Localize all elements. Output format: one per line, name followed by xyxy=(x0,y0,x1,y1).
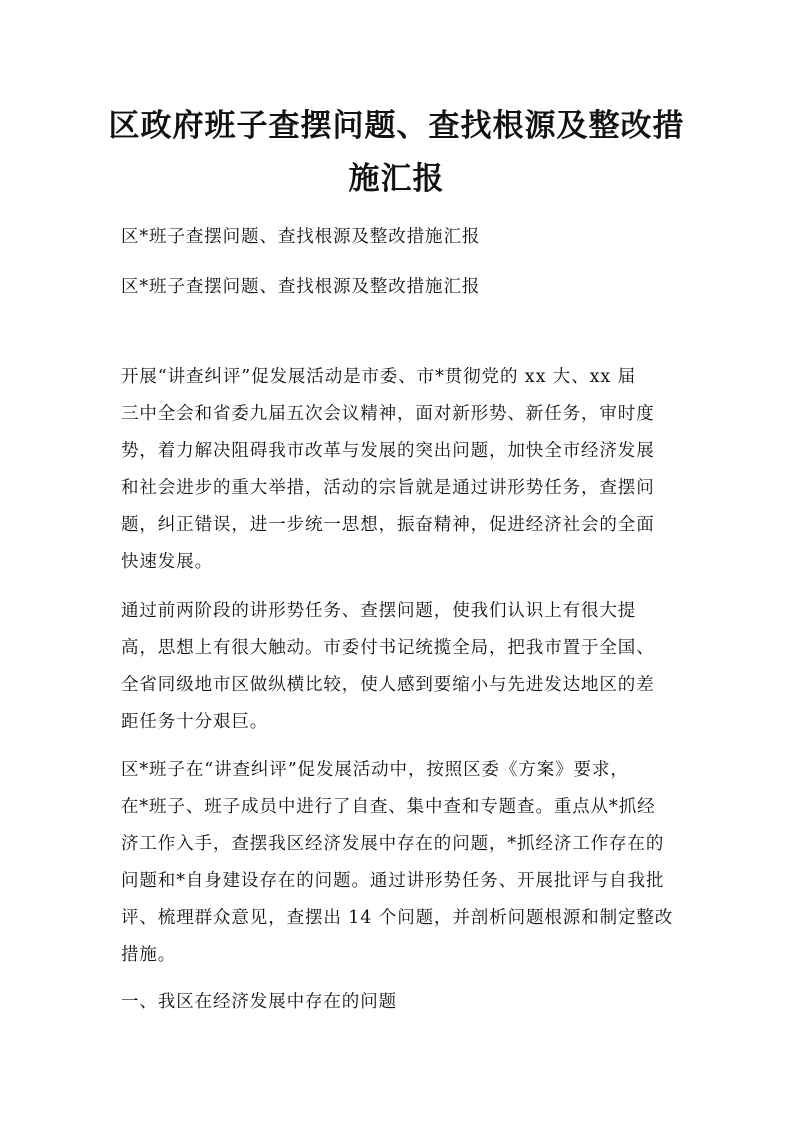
paragraph-2-line: 距任务十分艰巨。 xyxy=(121,712,269,732)
paragraph-2-line: 高，思想上有很大触动。市委付书记统揽全局，把我市置于全国、 xyxy=(121,638,655,658)
subtitle-line: 区*班子查摆问题、查找根源及整改措施汇报 xyxy=(121,227,481,247)
paragraph-3-line: 问题和*自身建设存在的问题。通过讲形势任务、开展批评与自我批 xyxy=(121,871,665,891)
paragraph-2-line: 通过前两阶段的讲形势任务、查摆问题，使我们认识上有很大提 xyxy=(121,601,637,621)
paragraph-1-line: 开展“讲查纠评”促发展活动是市委、市*贯彻党的 xx 大、xx 届 xyxy=(121,367,637,387)
paragraph-3-line: 区*班子在“讲查纠评”促发展活动中，按照区委《方案》要求， xyxy=(121,760,629,780)
paragraph-2-line: 全省同级地市区做纵横比较，使人感到要缩小与先进发达地区的差 xyxy=(121,675,655,695)
paragraph-1-line: 题，纠正错误，进一步统一思想，振奋精神，促进经济社会的全面 xyxy=(121,515,655,535)
document-title-line-1: 区政府班子查摆问题、查找根源及整改措 xyxy=(108,108,685,144)
paragraph-1-line: 三中全会和省委九届五次会议精神，面对新形势、新任务，审时度 xyxy=(121,404,655,424)
subtitle-line-repeat: 区*班子查摆问题、查找根源及整改措施汇报 xyxy=(121,277,481,297)
paragraph-3-line: 在*班子、班子成员中进行了自查、集中查和专题查。重点从*抓经 xyxy=(121,797,656,817)
paragraph-3-line: 济工作入手，查摆我区经济发展中存在的问题，*抓经济工作存在的 xyxy=(121,834,665,854)
paragraph-1-line: 和社会进步的重大举措，活动的宗旨就是通过讲形势任务，查摆问 xyxy=(121,478,655,498)
section-heading: 一、我区在经济发展中存在的问题 xyxy=(121,992,397,1012)
paragraph-1-line: 势，着力解决阻碍我市改革与发展的突出问题，加快全市经济发展 xyxy=(121,441,655,461)
paragraph-3-line: 评、梳理群众意见，查摆出 14 个问题，并剖析问题根源和制定整改 xyxy=(121,908,674,928)
document-title-line-2: 施汇报 xyxy=(348,161,445,197)
paragraph-3-line: 措施。 xyxy=(121,945,177,965)
paragraph-1-line: 快速发展。 xyxy=(121,552,213,572)
